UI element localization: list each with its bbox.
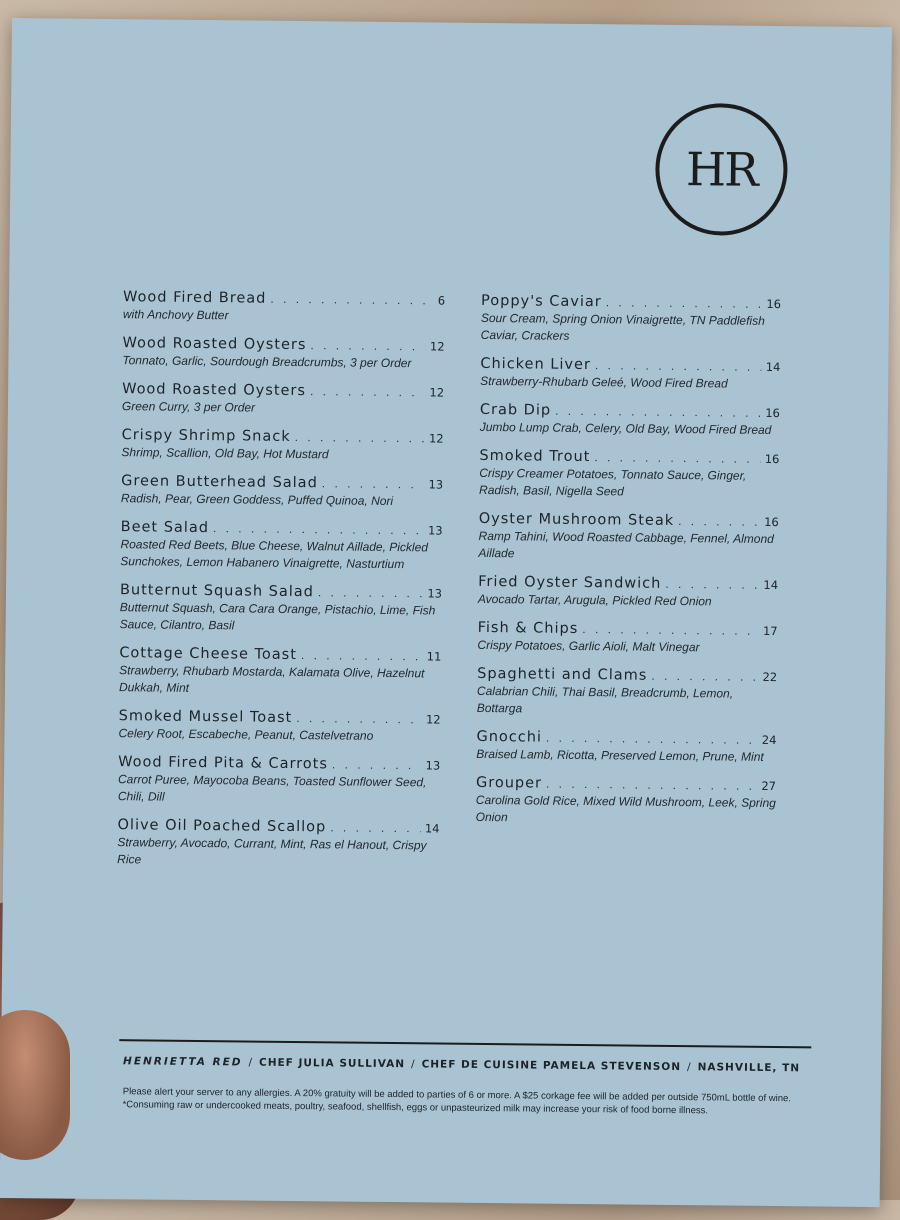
leader-dots	[595, 358, 762, 374]
item-price: 6	[437, 293, 446, 308]
menu-item	[480, 356, 780, 393]
leader-dots	[665, 577, 759, 592]
item-price: 13	[427, 523, 443, 538]
item-price: 14	[765, 359, 781, 375]
item-price: 12	[429, 339, 445, 354]
leader-dots	[594, 450, 761, 466]
item-description: Braised Lamb, Ricotta, Preserved Lemon, Prune, Mint	[476, 746, 764, 764]
thumb	[0, 1010, 70, 1160]
logo	[655, 103, 788, 236]
separator: /	[687, 1061, 692, 1074]
menu-item	[117, 817, 440, 871]
restaurant-name: HENRIETTA RED	[123, 1055, 243, 1069]
item-name: Smoked Trout	[479, 447, 591, 466]
menu-item	[478, 574, 778, 611]
item-description: Strawberry, Rhubarb Mostarda, Kalamata Olive, Hazelnut Dukkah, Mint	[118, 663, 425, 695]
item-name: Gnocchi	[476, 728, 543, 746]
item-name: Poppy's Caviar	[480, 292, 602, 311]
item-price: 12	[429, 385, 445, 400]
leader-dots	[555, 404, 761, 420]
item-description: Crispy Potatoes, Garlic Aioli, Malt Vinegar	[477, 637, 700, 655]
item-description: Tonnato, Garlic, Sourdough Breadcrumbs, 3 per Order	[122, 353, 412, 371]
item-price: 17	[762, 623, 778, 639]
menu-item	[118, 754, 441, 808]
leader-dots	[295, 430, 425, 445]
item-description: Ramp Tahini, Wood Roasted Cabbage, Fennel, Almond Aillade	[478, 528, 774, 561]
item-name: Crispy Shrimp Snack	[121, 427, 291, 445]
item-name: Smoked Mussel Toast	[118, 708, 293, 726]
item-description: Strawberry-Rhubarb Geleé, Wood Fired Bread	[480, 373, 728, 391]
menu-item	[480, 402, 780, 439]
item-description: Shrimp, Scallion, Old Bay, Hot Mustard	[121, 445, 329, 462]
separator: /	[248, 1056, 254, 1069]
leader-dots	[330, 820, 421, 835]
item-price: 12	[428, 431, 444, 446]
item-price: 11	[426, 649, 442, 664]
item-description: Jumbo Lump Crab, Celery, Old Bay, Wood Fired Bread	[479, 419, 772, 437]
item-name: Fish & Chips	[477, 619, 579, 637]
item-price: 22	[762, 669, 778, 685]
item-name: Oyster Mushroom Steak	[478, 510, 675, 529]
item-name: Wood Fired Pita & Carrots	[118, 754, 329, 773]
item-price: 24	[761, 732, 777, 748]
menu-item	[121, 427, 443, 464]
item-price: 27	[761, 778, 777, 794]
menu-item	[481, 293, 782, 347]
menu-item	[122, 335, 444, 372]
menu-item	[476, 729, 776, 766]
item-description: Sour Cream, Spring Onion Vinaigrette, TN Paddlefish Caviar, Crackers	[480, 310, 765, 343]
item-description: Roasted Red Beets, Blue Cheese, Walnut Aillade, Pickled Sunchokes, Lemon Habanero Vinaigrette, Nasturtium	[120, 537, 429, 572]
menu-paper	[0, 18, 892, 1207]
allergy-note: Please alert your server to any allergies. A 20% gratuity will be added to parties of 6 or more. A $25 corkage fee will be added per outside 750mL bottle of wine. *Consuming raw or undercooked meats, poultry, seafood, shellfish, eggs or unpasteurized milk may increase your risk of food borne illness.	[122, 1086, 792, 1117]
leader-dots	[678, 514, 760, 529]
menu-item	[123, 289, 445, 326]
item-name: Chicken Liver	[480, 355, 591, 374]
leader-dots	[213, 521, 424, 537]
menu-column-left	[117, 289, 445, 883]
item-price: 13	[425, 758, 441, 773]
item-price: 16	[765, 405, 780, 421]
menu-item	[121, 473, 443, 510]
item-name: Crab Dip	[479, 401, 552, 419]
leader-dots	[270, 292, 433, 308]
item-price: 16	[766, 296, 782, 312]
item-name: Fried Oyster Sandwich	[478, 573, 662, 592]
item-name: Olive Oil Poached Scallop	[117, 817, 327, 836]
leader-dots	[322, 476, 425, 491]
leader-dots	[332, 757, 422, 772]
item-description: Crispy Creamer Potatoes, Tonnato Sauce, Ginger, Radish, Basil, Nigella Seed	[479, 465, 747, 499]
item-price: 12	[425, 712, 441, 727]
leader-dots	[651, 669, 758, 684]
item-description: Green Curry, 3 per Order	[121, 399, 256, 415]
leader-dots	[546, 731, 758, 747]
item-name: Wood Roasted Oysters	[122, 335, 307, 354]
menu-item	[118, 708, 440, 745]
location: NASHVILLE, TN	[697, 1061, 801, 1075]
leader-dots	[301, 648, 423, 663]
item-price: 16	[764, 514, 779, 530]
item-price: 13	[428, 477, 444, 492]
menu-item	[477, 666, 778, 720]
item-description: Radish, Pear, Green Goddess, Puffed Quinoa, Nori	[120, 491, 394, 509]
menu-item	[120, 582, 443, 636]
item-name: Grouper	[475, 774, 543, 792]
leader-dots	[310, 384, 426, 399]
footer-credits	[123, 1055, 823, 1074]
chef: CHEF JULIA SULLIVAN	[258, 1056, 406, 1071]
item-name: Cottage Cheese Toast	[119, 645, 298, 664]
menu-item	[476, 775, 777, 829]
leader-dots	[310, 338, 426, 353]
item-price: 16	[764, 451, 780, 467]
item-name: Green Butterhead Salad	[121, 473, 318, 492]
item-description: Butternut Squash, Cara Cara Orange, Pistachio, Lime, Fish Sauce, Cilantro, Basil	[119, 600, 436, 633]
logo-text: HR	[685, 142, 758, 197]
footer-divider	[119, 1039, 811, 1048]
item-price: 14	[763, 577, 779, 593]
menu-item	[119, 645, 442, 699]
item-description: Avocado Tartar, Arugula, Pickled Red Onion	[477, 591, 712, 609]
item-name: Spaghetti and Clams	[477, 665, 648, 684]
leader-dots	[582, 622, 759, 638]
menu-item	[120, 519, 443, 573]
item-name: Butternut Squash Salad	[119, 582, 314, 601]
item-description: Carolina Gold Rice, Mixed Wild Mushroom, Leek, Spring Onion	[475, 792, 776, 825]
menu-item	[122, 381, 444, 418]
leader-dots	[296, 711, 422, 726]
leader-dots	[606, 295, 763, 311]
item-name: Wood Roasted Oysters	[122, 381, 307, 400]
chef-de-cuisine: CHEF DE CUISINE PAMELA STEVENSON	[421, 1058, 682, 1074]
item-description: with Anchovy Butter	[122, 307, 229, 323]
menu-column-right	[475, 293, 781, 841]
item-description: Celery Root, Escabeche, Peanut, Castelvetrano	[118, 726, 374, 743]
item-price: 14	[424, 821, 440, 836]
item-description: Carrot Puree, Mayocoba Beans, Toasted Sunflower Seed, Chili, Dill	[117, 772, 427, 804]
item-price: 13	[427, 586, 443, 601]
leader-dots	[546, 777, 757, 793]
item-name: Wood Fired Bread	[122, 289, 267, 307]
item-name: Beet Salad	[120, 519, 210, 537]
menu-item	[479, 448, 780, 502]
separator: /	[410, 1058, 416, 1071]
menu-item	[478, 511, 779, 565]
leader-dots	[318, 585, 424, 600]
menu-item	[477, 620, 777, 657]
item-description: Calabrian Chili, Thai Basil, Breadcrumb, Lemon, Bottarga	[476, 683, 734, 716]
item-description: Strawberry, Avocado, Currant, Mint, Ras el Hanout, Crispy Rice	[117, 835, 427, 867]
